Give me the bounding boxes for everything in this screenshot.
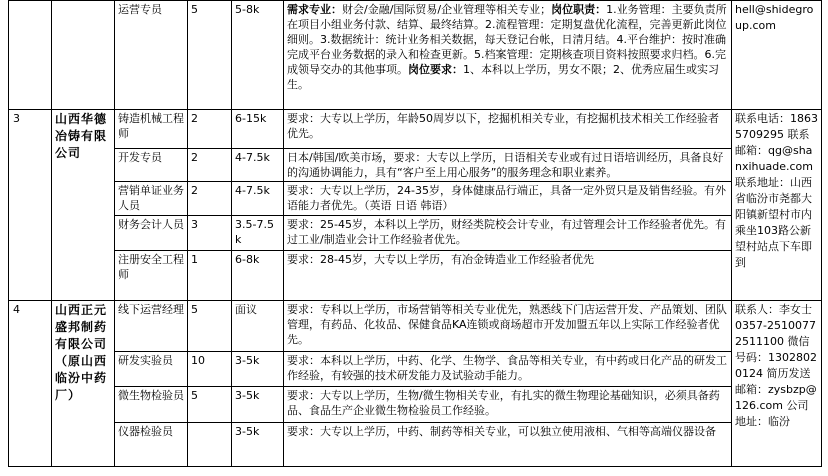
requirements-cell: 要求：大专以上学历，24-35岁，身体健康品行端正，具备一定外贸只是及销售经验。有外语能力者优先。（英语 日语 韩语） bbox=[284, 182, 732, 216]
salary-cell: 面议 bbox=[232, 301, 284, 352]
number-cell: 3 bbox=[9, 110, 52, 301]
contact-cell: hell@shidegroup.com bbox=[732, 1, 822, 110]
label-major: 需求专业： bbox=[287, 3, 342, 16]
requirements-cell: 要求：本科以上学历，中药、化学、生物学、食品等相关专业，有中药或日化产品的研发工作经验，有较强的技术研发能力及试验动手能力。 bbox=[284, 352, 732, 387]
count-cell: 1 bbox=[188, 251, 232, 301]
position-cell: 铸造机械工程师 bbox=[115, 110, 188, 149]
position-cell: 运营专员 bbox=[115, 1, 188, 110]
position-cell: 注册安全工程师 bbox=[115, 251, 188, 301]
table-row bbox=[9, 301, 822, 352]
table-row bbox=[9, 1, 822, 110]
company-name: 山西华德冶铸有限公司 bbox=[52, 110, 115, 301]
salary-cell: 3-5k bbox=[232, 352, 284, 387]
salary-cell: 4-7.5k bbox=[232, 149, 284, 182]
count-cell: 2 bbox=[188, 182, 232, 216]
table-row bbox=[9, 182, 822, 216]
salary-cell: 6-8k bbox=[232, 251, 284, 301]
position-cell: 开发专员 bbox=[115, 149, 188, 182]
salary-cell: 3-5k bbox=[232, 423, 284, 467]
requirements-cell: 要求：25-45岁，本科以上学历，财经类院校会计专业，有过管理会计工作经验者优先。有过工业/制造业会计工作经验者优先。 bbox=[284, 216, 732, 251]
req-text: 1.业务管理：主要负责所在项目小组业务付款、结算、最终结算。2.流程管理：定期复盘优化流程，完善更新此岗位细则。3.数据统计：统计业务相关数据，每天登记台帐，日清月结。4.平台维护：按时准确完成平台业务数据的录入和检查更新。5.档案管理：定期核查项目资料按照要求归档。6.完成领导交办的其他事项。 bbox=[287, 3, 727, 76]
table-row bbox=[9, 110, 822, 149]
position-cell: 线下运营经理 bbox=[115, 301, 188, 352]
req-text: 1、本科以上学历，男女不限；2、优秀应届生或实习生。 bbox=[287, 63, 719, 91]
position-cell: 仪器检验员 bbox=[115, 423, 188, 467]
contact-cell: 联系电话：18635709295 联系邮箱：qg@shanxihuade.com 联系地址：山西省临汾市尧都大阳镇新望村市内乘坐103路公新望村站点下车即到 bbox=[732, 110, 822, 301]
job-listing-table bbox=[8, 0, 822, 467]
salary-cell: 4-7.5k bbox=[232, 182, 284, 216]
req-text: 财会/金融/国际贸易/企业管理等相关专业； bbox=[342, 3, 552, 16]
requirements-cell: 要求：28-45岁，大专以上学历，有冶金铸造业工作经验者优先 bbox=[284, 251, 732, 301]
number-cell: 4 bbox=[9, 301, 52, 467]
salary-cell: 3.5-7.5k bbox=[232, 216, 284, 251]
position-cell: 财务会计人员 bbox=[115, 216, 188, 251]
table-row bbox=[9, 251, 822, 301]
salary-cell: 3-5k bbox=[232, 387, 284, 423]
requirements-cell: 要求：大专以上学历，中药、制药等相关专业，可以独立使用液相、气相等高端仪器设备 bbox=[284, 423, 732, 467]
table-row bbox=[9, 216, 822, 251]
table-row bbox=[9, 387, 822, 423]
count-cell bbox=[188, 423, 232, 467]
salary-cell: 6-15k bbox=[232, 110, 284, 149]
contact-cell: 联系人：李女士0357-2510077 2511100 微信号码：13028020124 简历发送邮箱：zysbzp@126.com 公司地址：临汾 bbox=[732, 301, 822, 467]
count-cell: 5 bbox=[188, 1, 232, 110]
requirements-cell: 要求：大专以上学历，生物/微生物相关专业，有扎实的微生物理论基础知识，必须具备药品、食品生产企业微生物检验员工作经验。 bbox=[284, 387, 732, 423]
salary-cell: 5-8k bbox=[232, 1, 284, 110]
count-cell: 10 bbox=[188, 352, 232, 387]
label-duties: 岗位职责： bbox=[551, 3, 607, 16]
requirements-cell: 要求：大专以上学历，年龄50周岁以下，挖掘机相关专业，有挖掘机技术相关工作经验者优先。 bbox=[284, 110, 732, 149]
label-requirements: 岗位要求： bbox=[408, 63, 463, 76]
table-row bbox=[9, 423, 822, 467]
position-cell: 研发实验员 bbox=[115, 352, 188, 387]
company-name: 山西正元盛邦制药有限公司（原山西临汾中药厂） bbox=[52, 301, 115, 467]
count-cell: 5 bbox=[188, 301, 232, 352]
requirements-cell bbox=[284, 1, 732, 110]
table-row bbox=[9, 149, 822, 182]
requirements-cell: 要求：专科以上学历，市场营销等相关专业优先，熟悉线下门店运营开发、产品策划、团队管理，有药品、化妆品、保健食品KA连锁或商场超市开发加盟五年以上实际工作经验者优先。 bbox=[284, 301, 732, 352]
table-row bbox=[9, 352, 822, 387]
position-cell: 微生物检验员 bbox=[115, 387, 188, 423]
count-cell: 3 bbox=[188, 216, 232, 251]
position-cell: 营销单证业务人员 bbox=[115, 182, 188, 216]
count-cell: 5 bbox=[188, 387, 232, 423]
count-cell: 2 bbox=[188, 149, 232, 182]
requirements-cell: 日本/韩国/欧美市场，要求：大专以上学历，日语相关专业或有过日语培训经历，具备良好的沟通协调能力，具有“客户至上用心服务”的服务理念和职业素养。 bbox=[284, 149, 732, 182]
count-cell: 2 bbox=[188, 110, 232, 149]
company-cell bbox=[52, 1, 115, 110]
number-cell bbox=[9, 1, 52, 110]
